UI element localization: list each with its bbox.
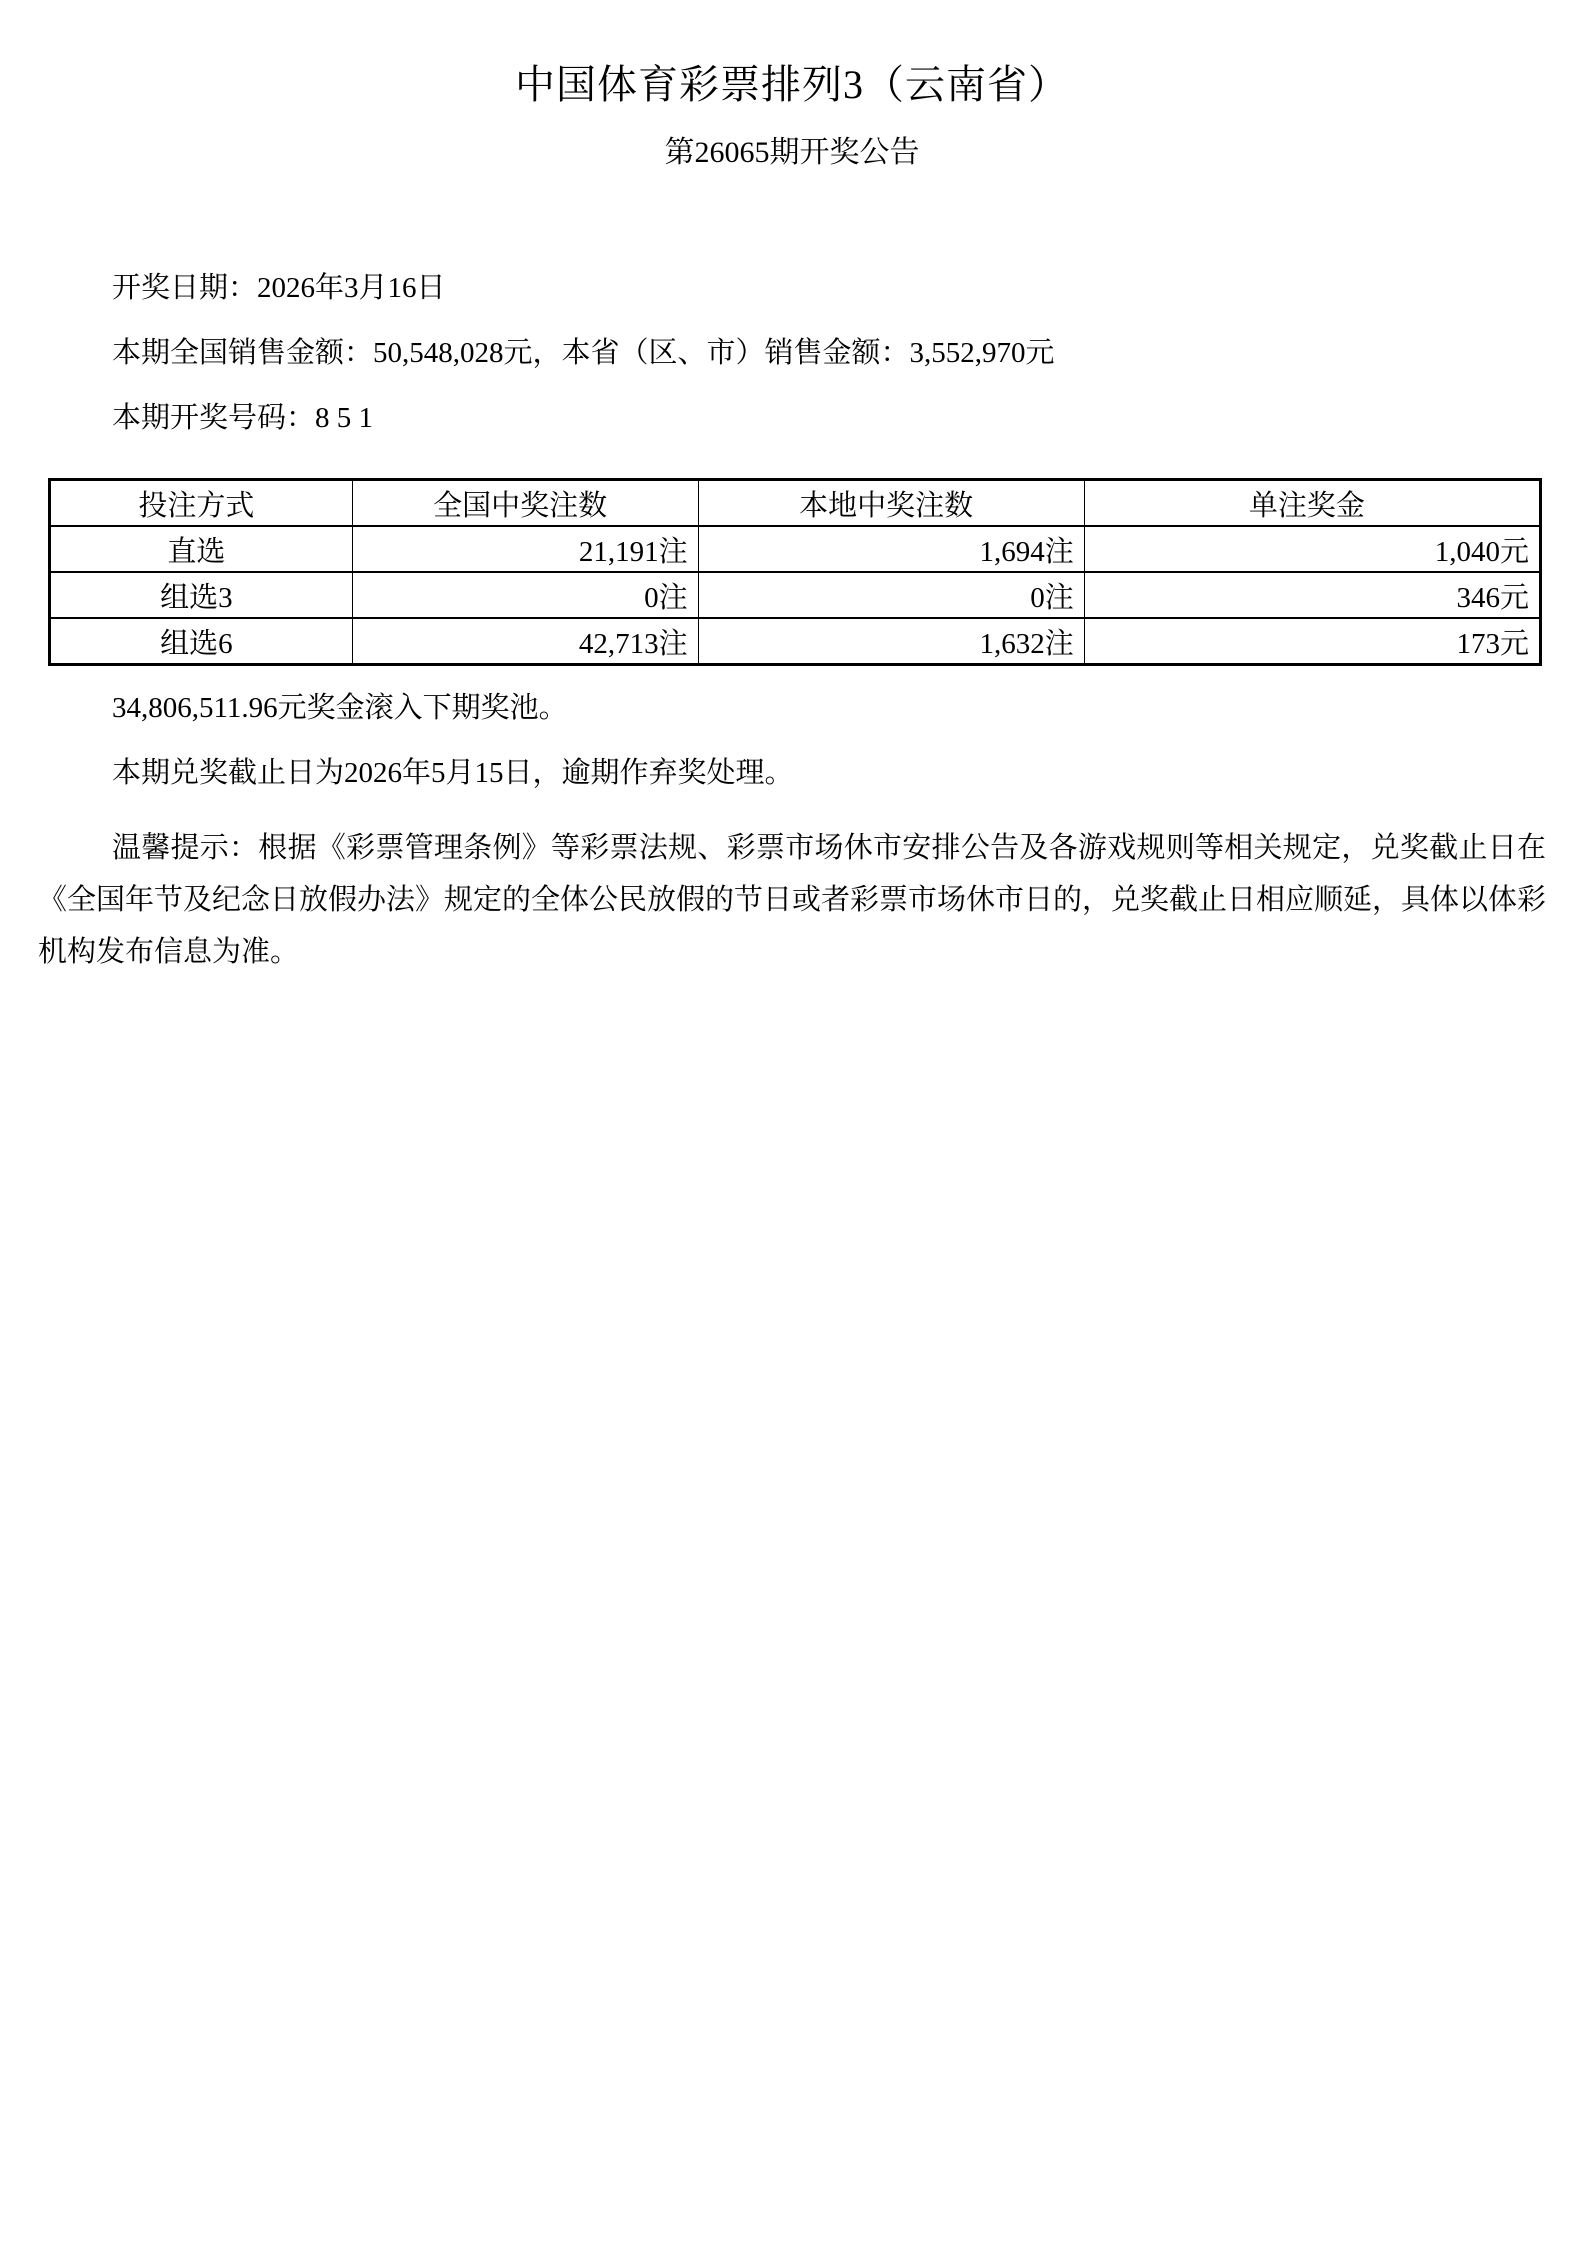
local-winners-cell: 1,632注 bbox=[698, 618, 1084, 665]
draw-numbers-line: 本期开奖号码：8 5 1 bbox=[111, 402, 373, 434]
rollover-note: 34,806,511.96元奖金滚入下期奖池。 bbox=[111, 692, 568, 724]
single-prize-cell: 346元 bbox=[1084, 572, 1540, 618]
local-winners-cell: 0注 bbox=[698, 572, 1084, 618]
sales-amount-line: 本期全国销售金额：50,548,028元，本省（区、市）销售金额：3,552,970元 bbox=[111, 337, 1055, 369]
local-winners-cell: 1,694注 bbox=[698, 526, 1084, 572]
page-title: 中国体育彩票排列3（云南省） bbox=[515, 62, 1069, 107]
draw-info-section bbox=[38, 272, 1546, 434]
draw-date-line: 开奖日期：2026年3月16日 bbox=[111, 272, 446, 304]
table-header-row bbox=[50, 480, 1541, 527]
national-winners-cell: 21,191注 bbox=[352, 526, 698, 572]
announcement-document bbox=[0, 0, 1586, 978]
table-row bbox=[50, 526, 1541, 572]
single-prize-cell: 173元 bbox=[1084, 618, 1540, 665]
redeem-deadline-note: 本期兑奖截止日为2026年5月15日，逾期作弃奖处理。 bbox=[111, 757, 794, 789]
header-bet-method: 投注方式 bbox=[50, 480, 353, 527]
bet-method-cell: 组选6 bbox=[50, 618, 353, 665]
page-subtitle: 第26065期开奖公告 bbox=[664, 136, 920, 169]
table-row bbox=[50, 572, 1541, 618]
table-row bbox=[50, 618, 1541, 665]
national-winners-cell: 42,713注 bbox=[352, 618, 698, 665]
reminder-note: 温馨提示：根据《彩票管理条例》等彩票法规、彩票市场休市安排公告及各游戏规则等相关规定，兑奖截止日在《全国年节及纪念日放假办法》规定的全体公民放假的节日或者彩票市场休市日的，兑奖截止日相应顺延，具体以体彩机构发布信息为准。 bbox=[38, 832, 1547, 968]
header-national-winners: 全国中奖注数 bbox=[352, 480, 698, 527]
header-local-winners: 本地中奖注数 bbox=[698, 480, 1084, 527]
bet-method-cell: 组选3 bbox=[50, 572, 353, 618]
national-winners-cell: 0注 bbox=[352, 572, 698, 618]
header-single-prize: 单注奖金 bbox=[1084, 480, 1540, 527]
notes-section bbox=[38, 692, 1546, 978]
prize-results-table bbox=[48, 478, 1542, 666]
single-prize-cell: 1,040元 bbox=[1084, 526, 1540, 572]
bet-method-cell: 直选 bbox=[50, 526, 353, 572]
